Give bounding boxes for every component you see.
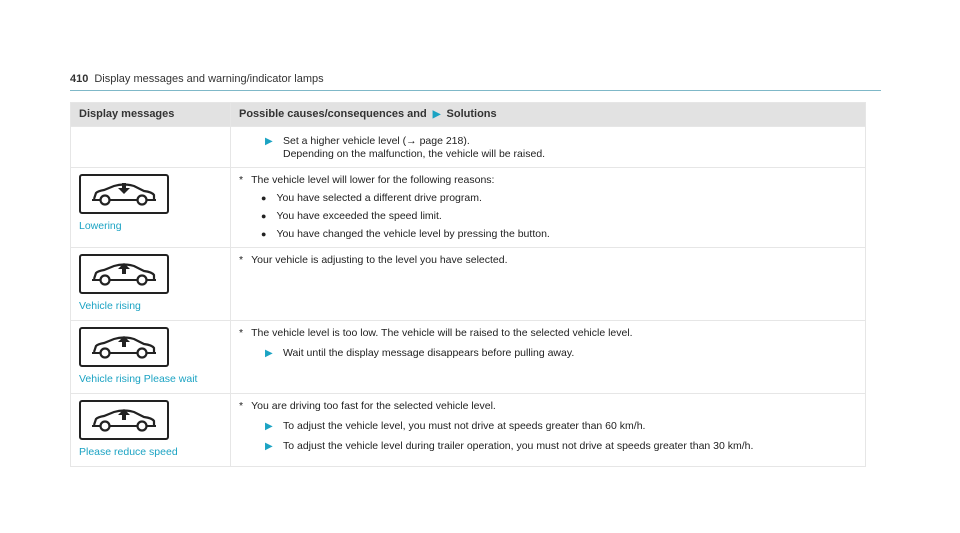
step-line: Depending on the malfunction, the vehicle will be raised. xyxy=(283,148,546,160)
car-rising-icon xyxy=(79,327,169,367)
bullet-text: You have selected a different drive program. xyxy=(276,192,482,204)
table-row xyxy=(71,321,866,394)
bullet-icon: ● xyxy=(261,193,267,203)
cause-text xyxy=(239,174,857,187)
page-header xyxy=(70,72,881,91)
solution-step xyxy=(265,347,857,360)
bullet-text: You have exceeded the speed limit. xyxy=(276,210,442,222)
car-rising-icon xyxy=(79,254,169,294)
display-messages-table xyxy=(70,102,866,467)
message-label-vehicle-rising-please-wait: Vehicle rising Please wait xyxy=(79,373,198,385)
cause-cell xyxy=(231,248,866,321)
cause-marker: * xyxy=(239,254,244,266)
header-causes-text: Possible causes/consequences and xyxy=(239,108,427,120)
cause-lead: Your vehicle is adjusting to the level you have selected. xyxy=(251,254,508,266)
cause-cell xyxy=(231,168,866,248)
cause-text xyxy=(239,254,857,267)
step-line: Set a higher vehicle level (→ page 218). xyxy=(283,135,470,147)
car-rising-icon xyxy=(79,400,169,440)
cause-cell xyxy=(231,321,866,394)
solution-arrow-icon: ▶ xyxy=(432,109,441,120)
cause-marker: * xyxy=(239,400,244,412)
message-label-please-reduce-speed: Please reduce speed xyxy=(79,446,178,458)
page-title: Display messages and warning/indicator lamps xyxy=(94,73,324,85)
step-text: To adjust the vehicle level during trailer operation, you must not drive at speeds greater than 30 km/h. xyxy=(283,440,754,452)
table-row xyxy=(71,248,866,321)
empty-symbol-cell xyxy=(71,127,231,168)
table-header-row xyxy=(71,103,866,127)
cause-lead: The vehicle level will lower for the following reasons: xyxy=(251,174,495,186)
page-number: 410 xyxy=(70,73,89,85)
symbol-cell xyxy=(71,394,231,467)
message-label-vehicle-rising: Vehicle rising xyxy=(79,300,141,312)
symbol-cell xyxy=(71,168,231,248)
solution-cell xyxy=(231,127,866,168)
step-arrow-icon: ▶ xyxy=(265,441,273,452)
col-causes-solutions-header xyxy=(231,103,866,127)
table-row xyxy=(71,127,866,168)
message-label-lowering: Lowering xyxy=(79,220,122,232)
bullet-icon: ● xyxy=(261,211,267,221)
cause-marker: * xyxy=(239,174,244,186)
step-arrow-icon: ▶ xyxy=(265,348,273,359)
cause-text xyxy=(239,327,857,340)
solution-step xyxy=(265,420,857,433)
solution-step xyxy=(265,440,857,453)
cause-cell xyxy=(231,394,866,467)
step-arrow-icon: ▶ xyxy=(265,136,273,147)
step-text xyxy=(283,135,545,161)
list-item xyxy=(261,210,857,223)
cause-text xyxy=(239,400,857,413)
car-lowering-icon xyxy=(79,174,169,214)
table-row xyxy=(71,168,866,248)
list-item xyxy=(261,228,857,241)
cause-lead: The vehicle level is too low. The vehicle will be raised to the selected vehicle level. xyxy=(251,327,633,339)
cause-lead: You are driving too fast for the selected vehicle level. xyxy=(251,400,496,412)
table-row xyxy=(71,394,866,467)
step-text: Wait until the display message disappears before pulling away. xyxy=(283,347,575,359)
bullet-icon: ● xyxy=(261,229,267,239)
list-item xyxy=(261,192,857,205)
col-display-messages-header: Display messages xyxy=(71,103,231,127)
step-text: To adjust the vehicle level, you must not drive at speeds greater than 60 km/h. xyxy=(283,420,646,432)
symbol-cell xyxy=(71,321,231,394)
cause-marker: * xyxy=(239,327,244,339)
solution-step xyxy=(265,135,857,161)
symbol-cell xyxy=(71,248,231,321)
step-arrow-icon: ▶ xyxy=(265,421,273,432)
bullet-text: You have changed the vehicle level by pressing the button. xyxy=(276,228,550,240)
header-solutions-text: Solutions xyxy=(446,108,497,120)
